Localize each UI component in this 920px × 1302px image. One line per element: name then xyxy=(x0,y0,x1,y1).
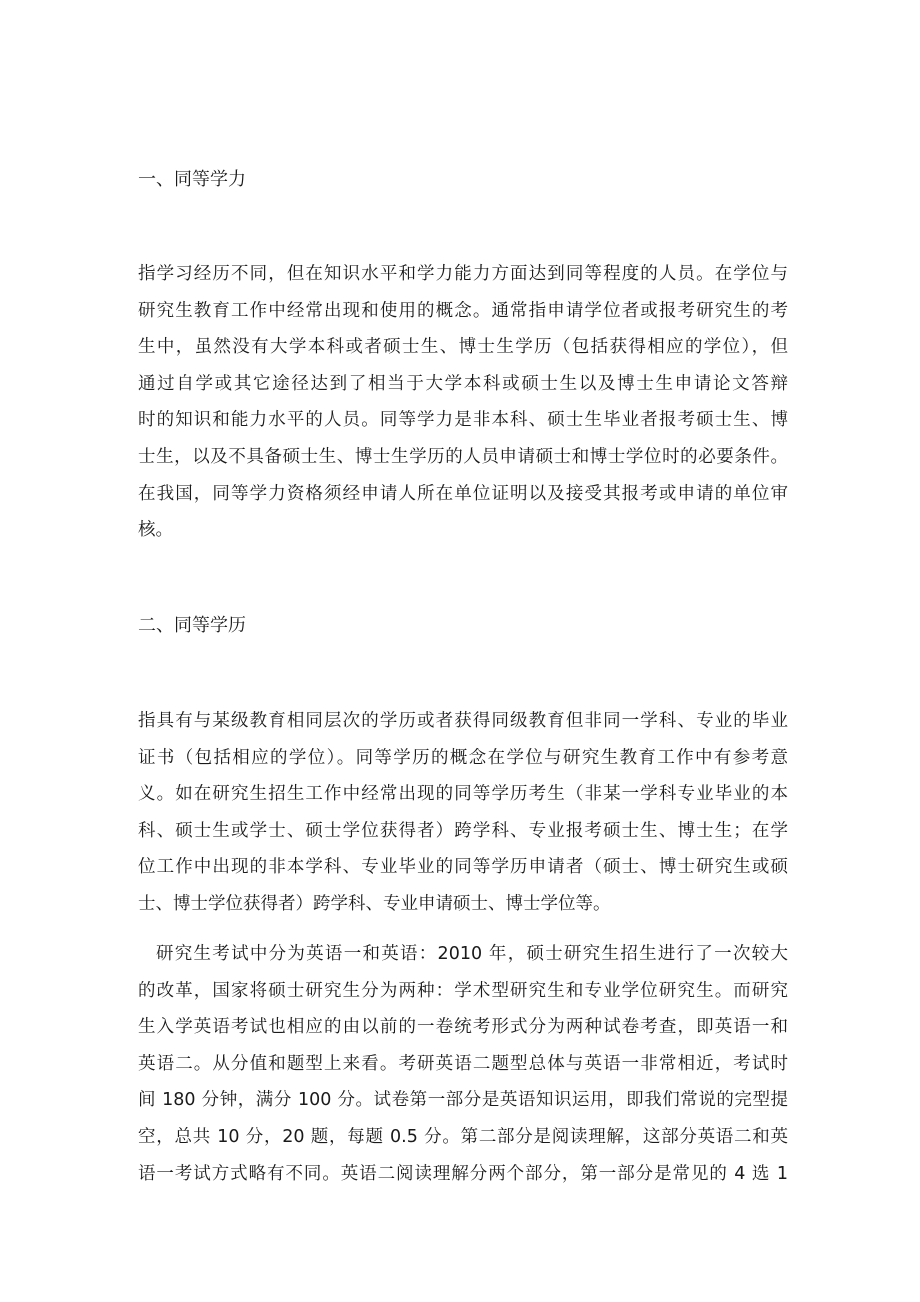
paragraph-line: 研究生考试中分为英语一和英语：2010 年，硕士研究生招生进行了一次较大 xyxy=(156,944,788,964)
section-heading-2: 二、同等学历 xyxy=(138,615,246,636)
section-heading-1: 一、同等学力 xyxy=(138,169,246,190)
paragraph-line: 英语二。从分值和题型上来看。考研英语二题型总体与英语一非常相近，考试时 xyxy=(138,1053,788,1074)
paragraph-line: 语一考试方式略有不同。英语二阅读理解分两个部分，第一部分是常见的 4 选 1 xyxy=(138,1163,788,1184)
paragraph-line: 时的知识和能力水平的人员。同等学力是非本科、硕士生毕业者报考硕士生、博 xyxy=(138,410,788,431)
paragraph-line: 核。 xyxy=(138,520,173,541)
paragraph-1 xyxy=(138,256,788,549)
paragraph-line: 通过自学或其它途径达到了相当于大学本科或硕士生以及博士生申请论文答辩 xyxy=(138,373,788,394)
paragraph-line: 指具有与某级教育相同层次的学历或者获得同级教育但非同一学科、专业的毕业 xyxy=(138,711,788,731)
paragraph-line: 位工作中出现的非本学科、专业毕业的同等学历申请者（硕士、博士研究生或硕 xyxy=(138,857,788,878)
paragraph-2 xyxy=(138,703,788,923)
paragraph-line: 科、硕士生或学士、硕士学位获得者）跨学科、专业报考硕士生、博士生；在学 xyxy=(138,820,788,841)
paragraph-line: 指学习经历不同，但在知识水平和学力能力方面达到同等程度的人员。在学位与 xyxy=(138,264,788,284)
paragraph-line: 研究生教育工作中经常出现和使用的概念。通常指申请学位者或报考研究生的考 xyxy=(138,300,788,321)
paragraph-line: 生入学英语考试也相应的由以前的一卷统考形式分为两种试卷考查，即英语一和 xyxy=(138,1017,788,1038)
paragraph-line: 间 180 分钟，满分 100 分。试卷第一部分是英语知识运用，即我们常说的完型提 xyxy=(138,1090,788,1111)
paragraph-line: 士、博士学位获得者）跨学科、专业申请硕士、博士学位等。 xyxy=(138,893,611,914)
paragraph-line: 士生，以及不具备硕士生、博士生学历的人员申请硕士和博士学位时的必要条件。 xyxy=(138,446,788,467)
paragraph-line: 在我国，同等学力资格须经申请人所在单位证明以及接受其报考或申请的单位审 xyxy=(138,483,788,504)
paragraph-line: 生中，虽然没有大学本科或者硕士生、博士生学历（包括获得相应的学位），但 xyxy=(138,337,788,358)
paragraph-line: 证书（包括相应的学位）。同等学历的概念在学位与研究生教育工作中有参考意 xyxy=(138,747,788,768)
paragraph-line: 的改革，国家将硕士研究生分为两种：学术型研究生和专业学位研究生。而研究 xyxy=(138,980,788,1001)
paragraph-line: 空，总共 10 分，20 题，每题 0.5 分。第二部分是阅读理解，这部分英语二和英 xyxy=(138,1126,788,1147)
paragraph-line: 义。如在研究生招生工作中经常出现的同等学历考生（非某一学科专业毕业的本 xyxy=(138,784,788,805)
paragraph-3 xyxy=(138,936,788,1192)
